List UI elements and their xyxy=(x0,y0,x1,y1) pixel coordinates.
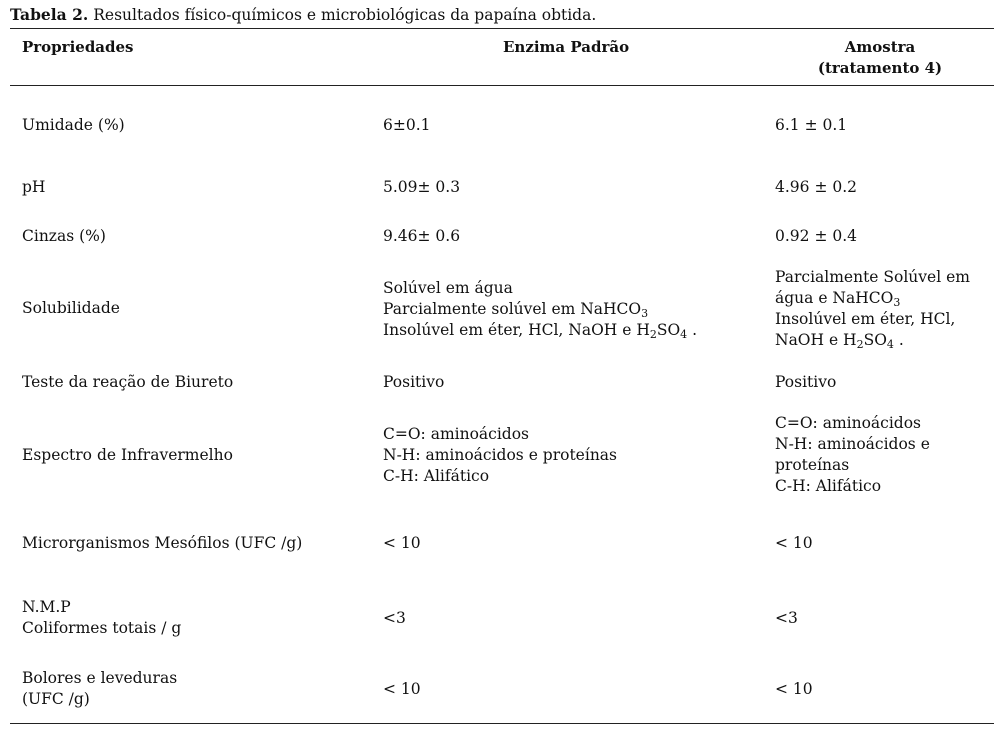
row-ph-amostra: 4.96 ± 0.2 xyxy=(775,178,858,196)
solubilidade-amostra-line3: Insolúvel em éter, HCl, xyxy=(775,310,956,328)
header-bottom-rule xyxy=(10,85,994,86)
row-mesofilos-property: Microrganismos Mesófilos (UFC /g) xyxy=(22,534,303,552)
infravermelho-padrao-line2: N-H: aminoácidos e proteínas xyxy=(383,446,617,464)
solubilidade-padrao-line2: Parcialmente solúvel em NaHCO$_3$ xyxy=(383,300,649,320)
row-infravermelho-padrao xyxy=(383,424,617,487)
solubilidade-amostra-line1: Parcialmente Solúvel em xyxy=(775,268,970,286)
row-ph-padrao: 5.09± 0.3 xyxy=(383,178,461,196)
header-enzima-padrao: Enzima Padrão xyxy=(503,38,630,56)
row-mesofilos-amostra: < 10 xyxy=(775,534,813,552)
row-mesofilos-padrao: < 10 xyxy=(383,534,421,552)
row-biureto-property: Teste da reação de Biureto xyxy=(22,373,234,391)
header-amostra xyxy=(800,37,960,79)
row-solubilidade-property: Solubilidade xyxy=(22,299,120,317)
row-cinzas-padrao: 9.46± 0.6 xyxy=(383,227,461,245)
caption-label: Tabela 2. xyxy=(10,5,89,24)
row-bolores-padrao: < 10 xyxy=(383,680,421,698)
solubilidade-padrao-line3: Insolúvel em éter, HCl, NaOH e $H_2SO_4$ . xyxy=(383,321,698,341)
bolores-property-line1: Bolores e leveduras xyxy=(22,669,178,687)
infravermelho-amostra-line2: N-H: aminoácidos e xyxy=(775,435,930,453)
row-ph-property: pH xyxy=(22,178,46,196)
caption-text: Resultados físico-químicos e microbiológicas da papaína obtida. xyxy=(88,6,597,24)
table-caption xyxy=(10,5,596,24)
row-solubilidade-amostra xyxy=(775,267,970,351)
infravermelho-amostra-line3: proteínas xyxy=(775,456,850,474)
row-biureto-padrao: Positivo xyxy=(383,373,445,391)
row-nmp-amostra: <3 xyxy=(775,609,798,627)
row-infravermelho-property: Espectro de Infravermelho xyxy=(22,446,233,464)
header-amostra-line1: Amostra xyxy=(844,38,916,56)
row-umidade-padrao: 6±0.1 xyxy=(383,116,431,134)
row-umidade-amostra: 6.1 ± 0.1 xyxy=(775,116,848,134)
row-nmp-property xyxy=(22,597,181,639)
nmp-property-line1: N.M.P xyxy=(22,598,71,616)
nmp-property-line2: Coliformes totais / g xyxy=(22,619,182,637)
row-infravermelho-amostra xyxy=(775,413,930,497)
header-amostra-line2: (tratamento 4) xyxy=(817,59,943,77)
row-bolores-property xyxy=(22,668,177,710)
infravermelho-amostra-line1: C=O: aminoácidos xyxy=(775,414,922,432)
table-top-rule xyxy=(10,28,994,29)
header-propriedades: Propriedades xyxy=(22,38,134,56)
row-cinzas-amostra: 0.92 ± 0.4 xyxy=(775,227,858,245)
row-cinzas-property: Cinzas (%) xyxy=(22,227,106,245)
solubilidade-amostra-line2: água e NaHCO$_3$ xyxy=(775,289,901,309)
infravermelho-padrao-line1: C=O: aminoácidos xyxy=(383,425,530,443)
row-solubilidade-padrao xyxy=(383,278,697,341)
solubilidade-padrao-line1: Solúvel em água xyxy=(383,279,513,297)
row-nmp-padrao: <3 xyxy=(383,609,406,627)
solubilidade-amostra-line4: NaOH e $H_2SO_4$ . xyxy=(775,331,904,351)
bolores-property-line2: (UFC /g) xyxy=(22,690,90,708)
row-bolores-amostra: < 10 xyxy=(775,680,813,698)
row-biureto-amostra: Positivo xyxy=(775,373,837,391)
infravermelho-amostra-line4: C-H: Alifático xyxy=(775,477,882,495)
infravermelho-padrao-line3: C-H: Alifático xyxy=(383,467,490,485)
table-bottom-rule xyxy=(10,723,994,724)
row-umidade-property: Umidade (%) xyxy=(22,116,125,134)
